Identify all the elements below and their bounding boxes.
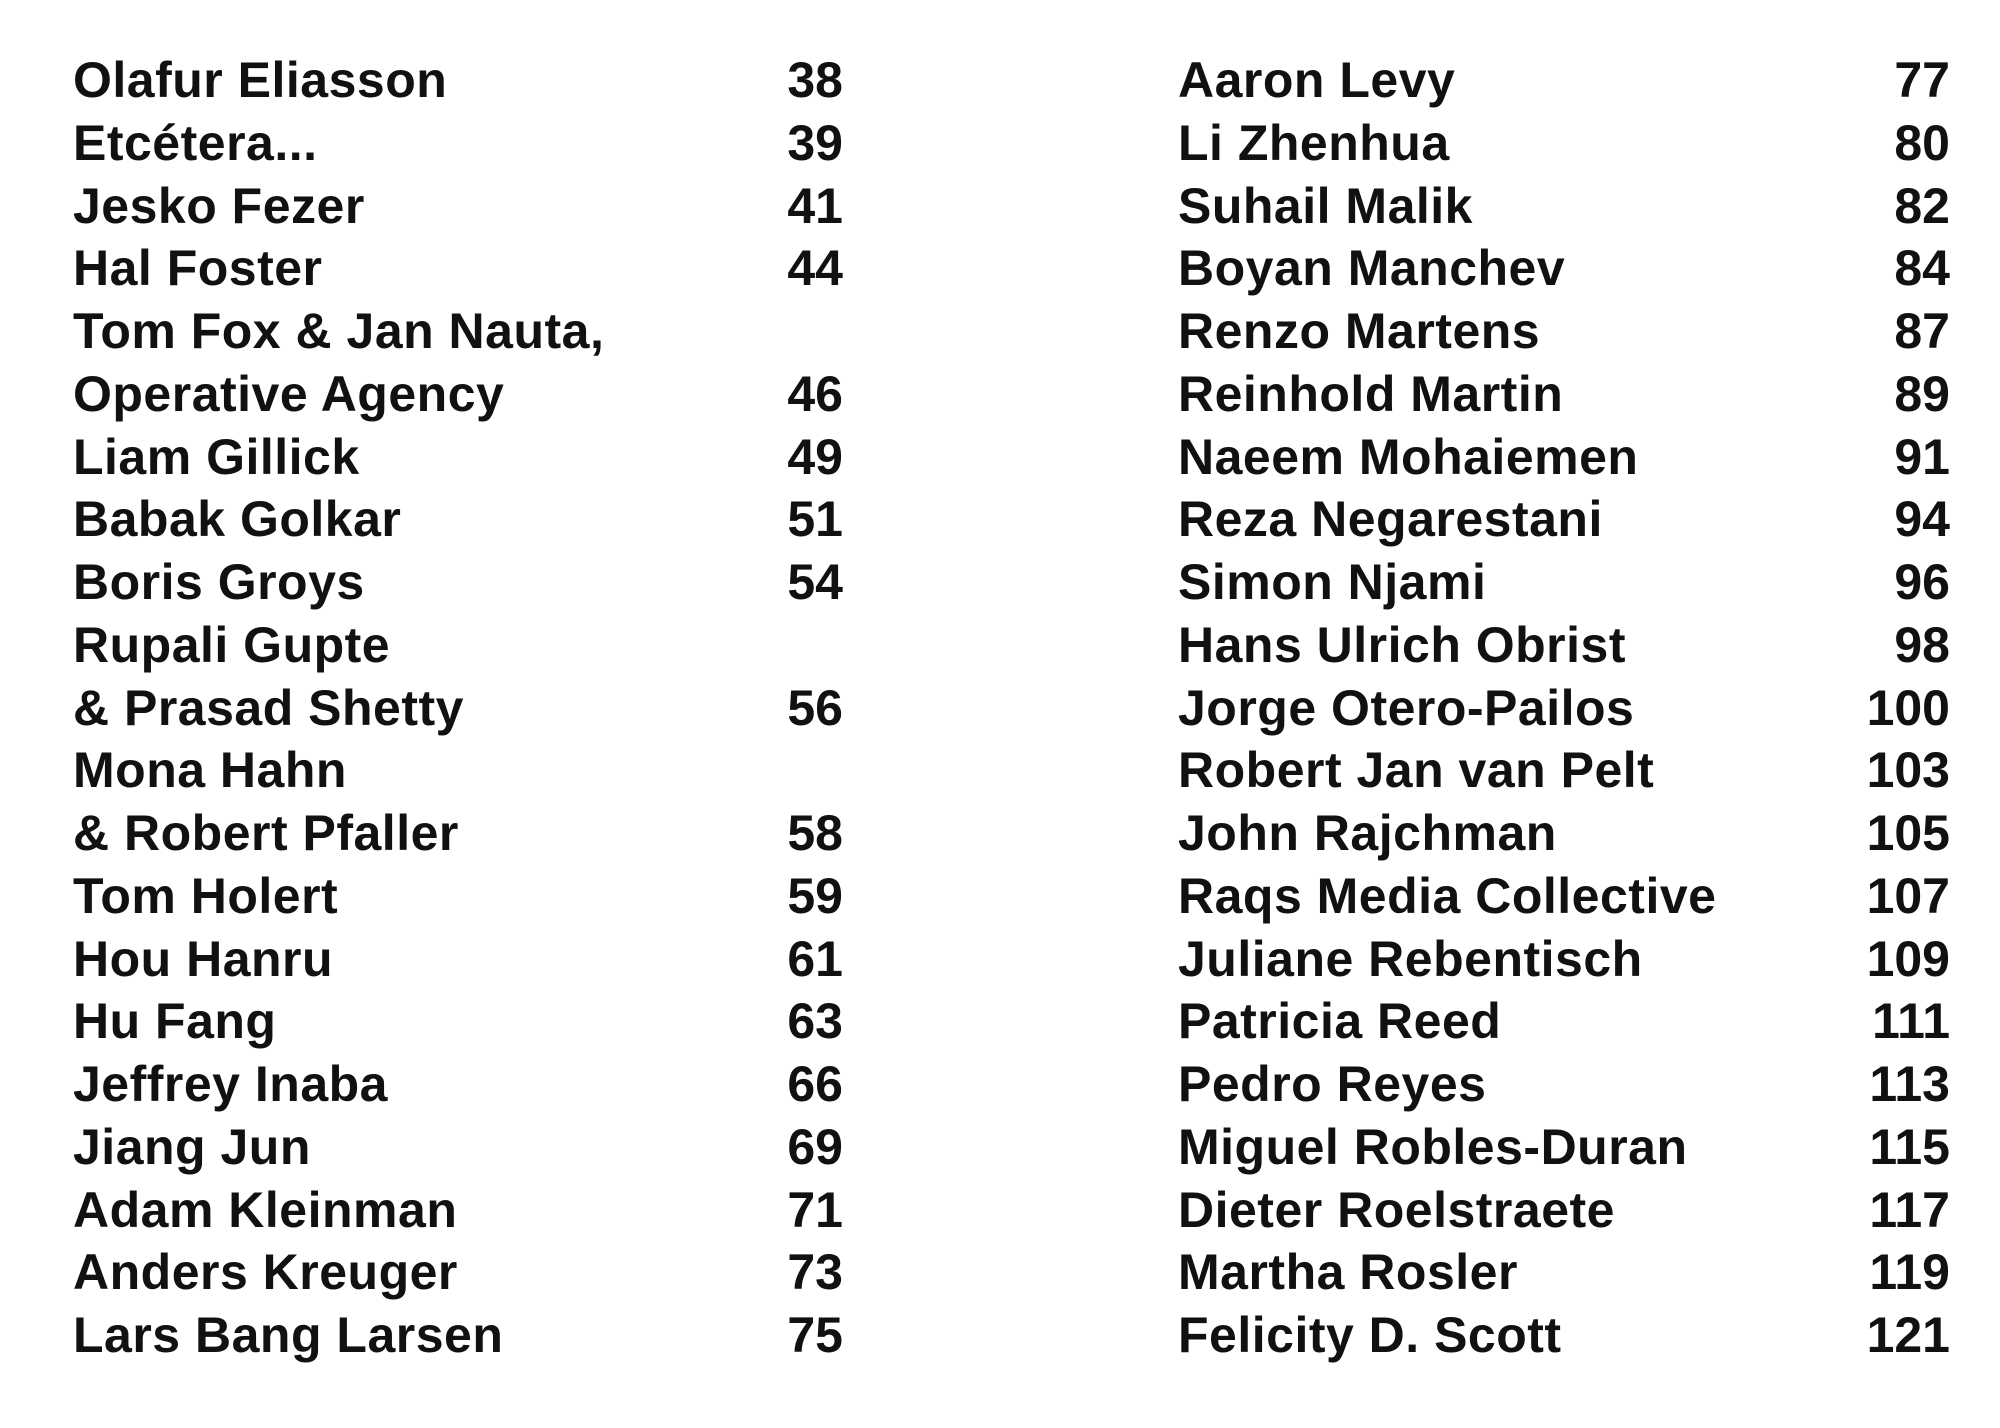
page-number: 105 bbox=[1866, 805, 1950, 861]
contributor-name: Miguel Robles-Duran bbox=[1178, 1118, 1688, 1175]
page-number: 113 bbox=[1869, 1056, 1950, 1112]
page-number: 51 bbox=[787, 491, 843, 548]
index-column-right bbox=[1178, 49, 1950, 1367]
page-number: 103 bbox=[1866, 742, 1950, 799]
page-number: 56 bbox=[787, 679, 843, 736]
page-number: 82 bbox=[1894, 177, 1950, 234]
page-number: 75 bbox=[787, 1307, 843, 1363]
contributor-name: Patricia Reed bbox=[1178, 993, 1502, 1050]
contributor-name: Suhail Malik bbox=[1178, 177, 1473, 234]
contributor-name: Etcétera... bbox=[73, 114, 318, 171]
index-entry bbox=[1178, 237, 1950, 300]
contributor-name: Mona Hahn bbox=[73, 742, 347, 799]
contributor-name: Hans Ulrich Obrist bbox=[1178, 616, 1626, 673]
contributor-name: Reinhold Martin bbox=[1178, 365, 1564, 422]
contributor-name: Anders Kreuger bbox=[73, 1244, 458, 1301]
index-entry bbox=[1178, 739, 1950, 802]
page-number: 61 bbox=[787, 930, 843, 987]
index-entry bbox=[1178, 300, 1950, 363]
contributor-name: Babak Golkar bbox=[73, 491, 402, 548]
index-entry bbox=[73, 300, 843, 363]
index-entry bbox=[1178, 1241, 1950, 1304]
contributor-name: Rupali Gupte bbox=[73, 616, 391, 673]
page-number: 54 bbox=[787, 554, 843, 610]
index-entry bbox=[1178, 614, 1950, 677]
page-number: 46 bbox=[787, 365, 843, 422]
index-column-left bbox=[73, 49, 843, 1367]
page-number: 100 bbox=[1866, 679, 1950, 736]
page-number: 38 bbox=[787, 52, 843, 108]
contributor-name: Martha Rosler bbox=[1178, 1244, 1518, 1301]
page-number: 121 bbox=[1866, 1307, 1950, 1363]
index-entry bbox=[73, 928, 843, 991]
index-entry bbox=[73, 677, 843, 740]
contributor-name: & Robert Pfaller bbox=[73, 805, 459, 861]
index-entry bbox=[73, 1241, 843, 1304]
contributor-name: Hu Fang bbox=[73, 993, 277, 1050]
contributor-name: Liam Gillick bbox=[73, 428, 360, 485]
page-number: 96 bbox=[1894, 554, 1950, 610]
contributor-name: Aaron Levy bbox=[1178, 52, 1456, 108]
index-entry bbox=[1178, 49, 1950, 112]
index-entry bbox=[73, 237, 843, 300]
contributor-name: Lars Bang Larsen bbox=[73, 1307, 504, 1363]
index-entry bbox=[73, 990, 843, 1053]
index-entry bbox=[1178, 1053, 1950, 1116]
page-number: 69 bbox=[787, 1118, 843, 1175]
index-entry bbox=[73, 488, 843, 551]
page-number: 63 bbox=[787, 993, 843, 1050]
page-number: 111 bbox=[1872, 993, 1950, 1050]
contributor-name: Pedro Reyes bbox=[1178, 1056, 1487, 1112]
page-number: 119 bbox=[1869, 1244, 1950, 1301]
index-entry bbox=[1178, 802, 1950, 865]
contributor-name: Raqs Media Collective bbox=[1178, 867, 1717, 924]
page-number: 89 bbox=[1894, 365, 1950, 422]
index-entry bbox=[1178, 1116, 1950, 1179]
contributor-name: Felicity D. Scott bbox=[1178, 1307, 1562, 1363]
index-entry bbox=[73, 865, 843, 928]
contributor-name: Jorge Otero-Pailos bbox=[1178, 679, 1635, 736]
contributor-name: Boyan Manchev bbox=[1178, 240, 1566, 297]
page-number: 66 bbox=[787, 1056, 843, 1112]
index-entry bbox=[73, 426, 843, 489]
index-entry bbox=[1178, 488, 1950, 551]
page-number: 115 bbox=[1869, 1118, 1950, 1175]
index-entry bbox=[1178, 990, 1950, 1053]
page-number: 77 bbox=[1894, 52, 1950, 108]
contributor-name: Jesko Fezer bbox=[73, 177, 365, 234]
index-entry bbox=[73, 802, 843, 865]
page-number: 41 bbox=[787, 177, 843, 234]
page-number: 109 bbox=[1866, 930, 1950, 987]
page-number: 58 bbox=[787, 805, 843, 861]
index-entry bbox=[1178, 865, 1950, 928]
page-number: 73 bbox=[787, 1244, 843, 1301]
contributor-name: Juliane Rebentisch bbox=[1178, 930, 1643, 987]
contributor-name: Jeffrey Inaba bbox=[73, 1056, 388, 1112]
index-entry bbox=[73, 1304, 843, 1367]
page-number: 59 bbox=[787, 867, 843, 924]
index-entry bbox=[1178, 677, 1950, 740]
page-number: 94 bbox=[1894, 491, 1950, 548]
index-entry bbox=[1178, 363, 1950, 426]
index-entry bbox=[1178, 551, 1950, 614]
page-number: 107 bbox=[1866, 867, 1950, 924]
index-entry bbox=[73, 614, 843, 677]
index-entry bbox=[73, 363, 843, 426]
contributor-name: Hou Hanru bbox=[73, 930, 334, 987]
contributor-name: Jiang Jun bbox=[73, 1118, 311, 1175]
index-entry bbox=[73, 739, 843, 802]
index-entry bbox=[73, 1053, 843, 1116]
page-number: 71 bbox=[787, 1181, 843, 1238]
contributor-name: Reza Negarestani bbox=[1178, 491, 1603, 548]
contributor-name: John Rajchman bbox=[1178, 805, 1557, 861]
contributor-name: Tom Holert bbox=[73, 867, 339, 924]
page-number: 98 bbox=[1894, 616, 1950, 673]
page-number: 49 bbox=[787, 428, 843, 485]
page-number: 80 bbox=[1894, 114, 1950, 171]
index-entry bbox=[73, 112, 843, 175]
index-entry bbox=[73, 175, 843, 238]
contributor-name: Adam Kleinman bbox=[73, 1181, 458, 1238]
page-number: 87 bbox=[1894, 303, 1950, 359]
index-entry bbox=[1178, 112, 1950, 175]
contributor-name: Naeem Mohaiemen bbox=[1178, 428, 1639, 485]
contributor-name: & Prasad Shetty bbox=[73, 679, 464, 736]
contributor-name: Li Zhenhua bbox=[1178, 114, 1450, 171]
contributor-name: Olafur Eliasson bbox=[73, 52, 448, 108]
index-entry bbox=[73, 49, 843, 112]
page-number: 117 bbox=[1869, 1181, 1950, 1238]
index-entry bbox=[73, 1179, 843, 1242]
index-entry bbox=[1178, 928, 1950, 991]
index-entry bbox=[1178, 175, 1950, 238]
contributor-name: Operative Agency bbox=[73, 365, 505, 422]
contributor-name: Dieter Roelstraete bbox=[1178, 1181, 1615, 1238]
index-entry bbox=[1178, 1304, 1950, 1367]
contributor-name: Boris Groys bbox=[73, 554, 365, 610]
contributor-name: Renzo Martens bbox=[1178, 303, 1541, 359]
contributor-name: Tom Fox & Jan Nauta, bbox=[73, 303, 605, 359]
contributor-name: Hal Foster bbox=[73, 240, 323, 297]
index-entry bbox=[73, 551, 843, 614]
index-entry bbox=[1178, 426, 1950, 489]
page-number: 91 bbox=[1894, 428, 1950, 485]
index-entry bbox=[73, 1116, 843, 1179]
index-entry bbox=[1178, 1179, 1950, 1242]
contributor-name: Robert Jan van Pelt bbox=[1178, 742, 1655, 799]
page-number: 39 bbox=[787, 114, 843, 171]
page-number: 44 bbox=[787, 240, 843, 297]
page-number: 84 bbox=[1894, 240, 1950, 297]
contributor-name: Simon Njami bbox=[1178, 554, 1487, 610]
